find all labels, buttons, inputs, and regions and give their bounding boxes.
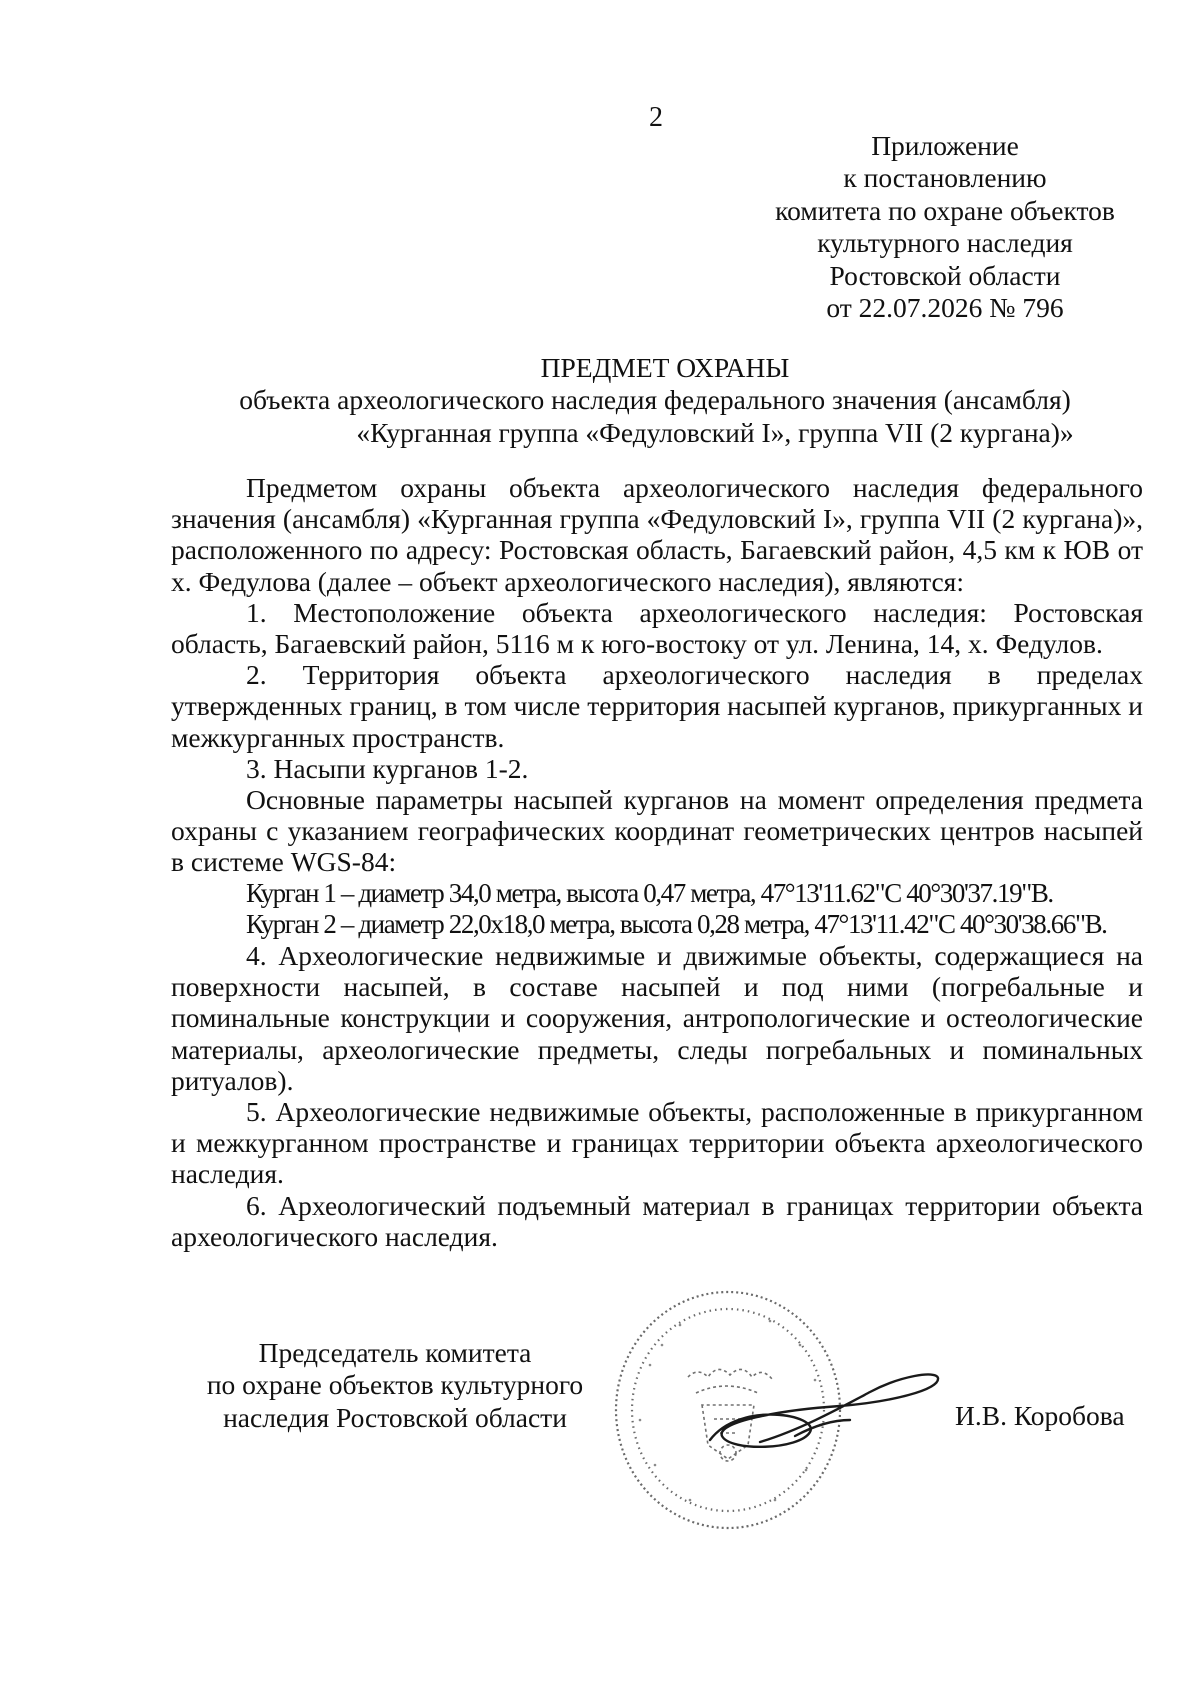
appendix-line: комитета по охране объектов — [775, 194, 1115, 226]
mound-coordinates: Курган 2 – диаметр 22,0х18,0 метра, высота 0,28 метра, 47°13'11.42"С 40°30'38.66"В. — [246, 908, 1107, 939]
document-body — [171, 472, 1143, 1252]
appendix-line: к постановлению — [843, 162, 1047, 194]
appendix-line: Ростовской области — [829, 259, 1061, 291]
title-heading: ПРЕДМЕТ ОХРАНЫ — [540, 352, 790, 383]
document-title — [0, 352, 1200, 449]
title-object-name: «Курганная группа «Федуловский I», группа VII (2 кургана)» — [356, 416, 1074, 448]
paragraph: 1. Местоположение объекта археологического наследия: Ростовская область, Багаевский район, 5116 м к юго-востоку от ул. Ленина, 14, х. Федулов. — [171, 596, 1143, 660]
position-line: по охране объектов культурного — [206, 1369, 584, 1401]
paragraph: 4. Археологические недвижимые и движимые объекты, содержащиеся на поверхности насыпей, в составе насыпей и под ними (погребальные и поминальные конструкции и сооружения, антропологические и остеологические материалы, археологические предметы, следы погребальных и поминальных ритуалов). — [171, 940, 1143, 1096]
appendix-date-number: от 22.07.2026 № 796 — [826, 292, 1064, 324]
paragraph: 5. Археологические недвижимые объекты, расположенные в прикурганном и межкурганном пространстве и границах территории объекта археологического наследия. — [171, 1096, 1143, 1190]
page-number: 2 — [649, 102, 663, 133]
paragraph: 2. Территория объекта археологического наследия в пределах утвержденных границ, в том числе территория насыпей курганов, прикурганных и межкурганных пространств. — [171, 659, 1143, 753]
title-subheading: объекта археологического наследия федерального значения (ансамбля) — [239, 384, 1071, 416]
paragraph: Основные параметры насыпей курганов на момент определения предмета охраны с указанием географических координат геометрических центров насыпей в системе WGS-84: — [171, 784, 1143, 878]
appendix-line: культурного наследия — [817, 227, 1073, 259]
mound-coordinates: Курган 1 – диаметр 34,0 метра, высота 0,47 метра, 47°13'11.62"С 40°30'37.19"В. — [246, 877, 1053, 908]
appendix-header — [760, 130, 1130, 324]
position-line: наследия Ростовской области — [223, 1401, 567, 1433]
paragraph: Предметом охраны объекта археологического наследия федерального значения (ансамбля) «Курганная группа «Федуловский I», группа VII (2 кургана)», расположенного по адресу: Ростовская область, Багаевский район, 4,5 км к ЮВ от х. Федулова (далее – объект археологического наследия), являются: — [171, 472, 1143, 597]
paragraph: 3. Насыпи курганов 1-2. — [246, 752, 529, 784]
signatory-position — [190, 1337, 600, 1434]
handwritten-signature — [700, 1370, 950, 1460]
paragraph: 6. Археологический подъемный материал в границах территории объекта археологического наследия. — [171, 1189, 1143, 1252]
appendix-line: Приложение — [871, 130, 1019, 161]
signatory-name: И.В. Коробова — [955, 1400, 1125, 1431]
position-line: Председатель комитета — [258, 1337, 532, 1368]
